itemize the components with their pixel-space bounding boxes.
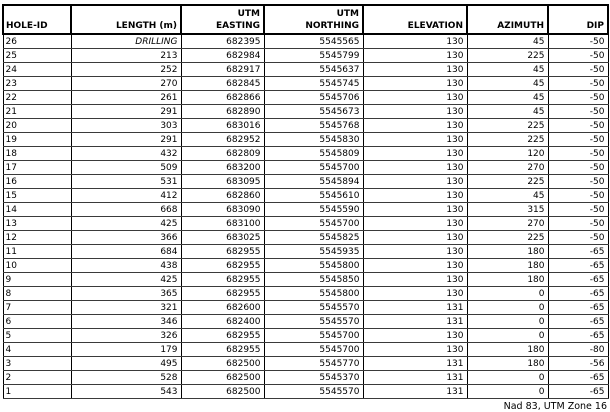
cell-elevation: 130: [363, 147, 467, 161]
col-header-label: LENGTH (m): [115, 21, 177, 31]
cell-hole-id: 26: [3, 34, 71, 49]
cell-elevation: 130: [363, 49, 467, 63]
cell-dip: -50: [548, 77, 608, 91]
cell-dip: -65: [548, 315, 608, 329]
cell-northing: 5545570: [264, 315, 363, 329]
table-row: [3, 147, 608, 161]
cell-northing: 5545570: [264, 385, 363, 399]
cell-hole-id: 17: [3, 161, 71, 175]
table-row: [3, 119, 608, 133]
cell-length: 179: [71, 343, 181, 357]
cell-easting: 682955: [181, 259, 264, 273]
cell-northing: 5545706: [264, 91, 363, 105]
cell-azimuth: 0: [467, 315, 548, 329]
table-row: [3, 189, 608, 203]
cell-azimuth: 45: [467, 34, 548, 49]
cell-azimuth: 225: [467, 231, 548, 245]
cell-dip: -65: [548, 273, 608, 287]
cell-length: 321: [71, 301, 181, 315]
cell-northing: 5545800: [264, 287, 363, 301]
cell-azimuth: 315: [467, 203, 548, 217]
table-row: [3, 273, 608, 287]
cell-easting: 682955: [181, 343, 264, 357]
cell-elevation: 130: [363, 63, 467, 77]
cell-azimuth: 0: [467, 287, 548, 301]
cell-dip: -50: [548, 119, 608, 133]
cell-easting: 682500: [181, 371, 264, 385]
table-row: [3, 91, 608, 105]
cell-hole-id: 19: [3, 133, 71, 147]
cell-elevation: 130: [363, 189, 467, 203]
cell-hole-id: 1: [3, 385, 71, 399]
cell-dip: -65: [548, 245, 608, 259]
cell-azimuth: 270: [467, 161, 548, 175]
cell-azimuth: 225: [467, 133, 548, 147]
cell-hole-id: 4: [3, 343, 71, 357]
cell-azimuth: 45: [467, 105, 548, 119]
cell-dip: -65: [548, 371, 608, 385]
table-row: [3, 133, 608, 147]
col-header-label: DIP: [586, 21, 604, 31]
cell-length: 543: [71, 385, 181, 399]
cell-azimuth: 45: [467, 63, 548, 77]
cell-azimuth: 180: [467, 357, 548, 371]
cell-length: 531: [71, 175, 181, 189]
cell-elevation: 130: [363, 203, 467, 217]
cell-length: DRILLING: [71, 34, 181, 49]
cell-easting: 683090: [181, 203, 264, 217]
cell-easting: 682845: [181, 77, 264, 91]
table-row: [3, 77, 608, 91]
cell-dip: -50: [548, 34, 608, 49]
table-body: [3, 34, 608, 399]
cell-hole-id: 10: [3, 259, 71, 273]
col-header-utm-northing: [264, 5, 363, 34]
col-header-dip: [548, 5, 608, 34]
table-row: [3, 301, 608, 315]
cell-dip: -65: [548, 259, 608, 273]
table-row: [3, 63, 608, 77]
cell-easting: 682395: [181, 34, 264, 49]
cell-easting: 682400: [181, 315, 264, 329]
col-header-label: HOLE-ID: [6, 21, 48, 31]
cell-northing: 5545830: [264, 133, 363, 147]
col-header-label: ELEVATION: [407, 21, 463, 31]
cell-dip: -50: [548, 63, 608, 77]
cell-elevation: 130: [363, 105, 467, 119]
drill-hole-collar-table: [2, 4, 609, 399]
cell-length: 528: [71, 371, 181, 385]
cell-length: 213: [71, 49, 181, 63]
cell-hole-id: 3: [3, 357, 71, 371]
cell-hole-id: 16: [3, 175, 71, 189]
cell-hole-id: 2: [3, 371, 71, 385]
cell-easting: 682860: [181, 189, 264, 203]
cell-hole-id: 23: [3, 77, 71, 91]
cell-northing: 5545745: [264, 77, 363, 91]
cell-azimuth: 180: [467, 343, 548, 357]
cell-hole-id: 6: [3, 315, 71, 329]
cell-easting: 682984: [181, 49, 264, 63]
cell-dip: -50: [548, 217, 608, 231]
cell-length: 326: [71, 329, 181, 343]
cell-hole-id: 9: [3, 273, 71, 287]
cell-easting: 682600: [181, 301, 264, 315]
col-header-hole-id: [3, 5, 71, 34]
cell-easting: 682890: [181, 105, 264, 119]
cell-easting: 683100: [181, 217, 264, 231]
col-header-label: AZIMUTH: [497, 21, 544, 31]
cell-hole-id: 13: [3, 217, 71, 231]
cell-hole-id: 12: [3, 231, 71, 245]
cell-northing: 5545570: [264, 301, 363, 315]
cell-easting: 682952: [181, 133, 264, 147]
cell-dip: -50: [548, 133, 608, 147]
cell-hole-id: 14: [3, 203, 71, 217]
cell-elevation: 131: [363, 385, 467, 399]
cell-northing: 5545809: [264, 147, 363, 161]
cell-northing: 5545850: [264, 273, 363, 287]
cell-hole-id: 25: [3, 49, 71, 63]
cell-elevation: 131: [363, 357, 467, 371]
cell-dip: -50: [548, 105, 608, 119]
cell-dip: -50: [548, 189, 608, 203]
cell-easting: 682955: [181, 245, 264, 259]
cell-dip: -56: [548, 357, 608, 371]
table-row: [3, 175, 608, 189]
cell-dip: -50: [548, 147, 608, 161]
table-row: [3, 34, 608, 49]
cell-dip: -65: [548, 301, 608, 315]
table-row: [3, 329, 608, 343]
cell-easting: 683016: [181, 119, 264, 133]
cell-easting: 682955: [181, 273, 264, 287]
cell-azimuth: 45: [467, 91, 548, 105]
cell-hole-id: 18: [3, 147, 71, 161]
cell-elevation: 130: [363, 343, 467, 357]
cell-length: 412: [71, 189, 181, 203]
cell-length: 366: [71, 231, 181, 245]
cell-azimuth: 0: [467, 371, 548, 385]
cell-elevation: 130: [363, 245, 467, 259]
cell-azimuth: 120: [467, 147, 548, 161]
header-row: [3, 5, 608, 34]
cell-azimuth: 270: [467, 217, 548, 231]
cell-elevation: 130: [363, 161, 467, 175]
cell-easting: 682866: [181, 91, 264, 105]
cell-elevation: 130: [363, 119, 467, 133]
table-row: [3, 287, 608, 301]
cell-elevation: 130: [363, 133, 467, 147]
cell-length: 346: [71, 315, 181, 329]
table-row: [3, 259, 608, 273]
table-row: [3, 371, 608, 385]
cell-azimuth: 0: [467, 301, 548, 315]
cell-northing: 5545637: [264, 63, 363, 77]
cell-length: 668: [71, 203, 181, 217]
col-header-label: EASTING: [215, 21, 260, 31]
cell-northing: 5545935: [264, 245, 363, 259]
cell-elevation: 130: [363, 34, 467, 49]
cell-length: 261: [71, 91, 181, 105]
cell-northing: 5545700: [264, 217, 363, 231]
cell-azimuth: 45: [467, 189, 548, 203]
cell-northing: 5545370: [264, 371, 363, 385]
col-header-label: NORTHING: [305, 21, 359, 31]
cell-length: 425: [71, 273, 181, 287]
table-row: [3, 203, 608, 217]
cell-northing: 5545590: [264, 203, 363, 217]
cell-azimuth: 225: [467, 119, 548, 133]
cell-hole-id: 15: [3, 189, 71, 203]
table-row: [3, 49, 608, 63]
cell-azimuth: 180: [467, 259, 548, 273]
cell-northing: 5545800: [264, 259, 363, 273]
cell-elevation: 130: [363, 217, 467, 231]
table-row: [3, 245, 608, 259]
cell-length: 495: [71, 357, 181, 371]
cell-easting: 682500: [181, 357, 264, 371]
col-header-length: [71, 5, 181, 34]
cell-northing: 5545825: [264, 231, 363, 245]
cell-hole-id: 11: [3, 245, 71, 259]
cell-northing: 5545673: [264, 105, 363, 119]
cell-dip: -50: [548, 161, 608, 175]
cell-azimuth: 225: [467, 49, 548, 63]
cell-elevation: 130: [363, 259, 467, 273]
cell-length: 303: [71, 119, 181, 133]
cell-hole-id: 7: [3, 301, 71, 315]
cell-easting: 682955: [181, 287, 264, 301]
cell-dip: -50: [548, 231, 608, 245]
cell-elevation: 131: [363, 301, 467, 315]
cell-easting: 682809: [181, 147, 264, 161]
cell-easting: 682955: [181, 329, 264, 343]
cell-azimuth: 180: [467, 273, 548, 287]
col-header-label-top: UTM: [336, 9, 359, 19]
cell-elevation: 130: [363, 91, 467, 105]
col-header-label-top: UTM: [237, 9, 260, 19]
cell-dip: -50: [548, 91, 608, 105]
cell-hole-id: 8: [3, 287, 71, 301]
cell-hole-id: 21: [3, 105, 71, 119]
cell-hole-id: 22: [3, 91, 71, 105]
cell-azimuth: 180: [467, 245, 548, 259]
cell-northing: 5545894: [264, 175, 363, 189]
cell-elevation: 131: [363, 371, 467, 385]
col-header-elevation: [363, 5, 467, 34]
cell-dip: -65: [548, 287, 608, 301]
cell-dip: -65: [548, 385, 608, 399]
cell-elevation: 130: [363, 287, 467, 301]
cell-northing: 5545700: [264, 329, 363, 343]
cell-hole-id: 20: [3, 119, 71, 133]
cell-elevation: 131: [363, 315, 467, 329]
cell-elevation: 130: [363, 329, 467, 343]
cell-easting: 683200: [181, 161, 264, 175]
cell-azimuth: 225: [467, 175, 548, 189]
cell-elevation: 130: [363, 231, 467, 245]
cell-northing: 5545610: [264, 189, 363, 203]
cell-northing: 5545700: [264, 343, 363, 357]
cell-length: 270: [71, 77, 181, 91]
cell-elevation: 130: [363, 273, 467, 287]
cell-dip: -80: [548, 343, 608, 357]
cell-northing: 5545799: [264, 49, 363, 63]
cell-length: 291: [71, 105, 181, 119]
table-row: [3, 343, 608, 357]
cell-length: 425: [71, 217, 181, 231]
col-header-azimuth: [467, 5, 548, 34]
cell-length: 438: [71, 259, 181, 273]
cell-easting: 682917: [181, 63, 264, 77]
cell-hole-id: 5: [3, 329, 71, 343]
cell-azimuth: 0: [467, 329, 548, 343]
cell-length: 365: [71, 287, 181, 301]
table-row: [3, 315, 608, 329]
cell-northing: 5545770: [264, 357, 363, 371]
col-header-utm-easting: [181, 5, 264, 34]
table-row: [3, 357, 608, 371]
cell-easting: 683095: [181, 175, 264, 189]
cell-length: 432: [71, 147, 181, 161]
cell-elevation: 130: [363, 175, 467, 189]
cell-elevation: 130: [363, 77, 467, 91]
table-row: [3, 217, 608, 231]
table-row: [3, 231, 608, 245]
cell-northing: 5545565: [264, 34, 363, 49]
cell-length: 291: [71, 133, 181, 147]
table-row: [3, 161, 608, 175]
cell-dip: -65: [548, 329, 608, 343]
table-header: [3, 5, 608, 34]
cell-dip: -50: [548, 203, 608, 217]
cell-length: 252: [71, 63, 181, 77]
cell-northing: 5545700: [264, 161, 363, 175]
cell-dip: -50: [548, 49, 608, 63]
cell-length: 684: [71, 245, 181, 259]
cell-azimuth: 45: [467, 77, 548, 91]
cell-hole-id: 24: [3, 63, 71, 77]
cell-length: 509: [71, 161, 181, 175]
table-row: [3, 385, 608, 399]
cell-northing: 5545768: [264, 119, 363, 133]
datum-note: Nad 83, UTM Zone 16: [503, 401, 607, 412]
cell-easting: 682500: [181, 385, 264, 399]
page: [0, 4, 610, 412]
cell-dip: -50: [548, 175, 608, 189]
cell-azimuth: 0: [467, 385, 548, 399]
cell-easting: 683025: [181, 231, 264, 245]
table-row: [3, 105, 608, 119]
